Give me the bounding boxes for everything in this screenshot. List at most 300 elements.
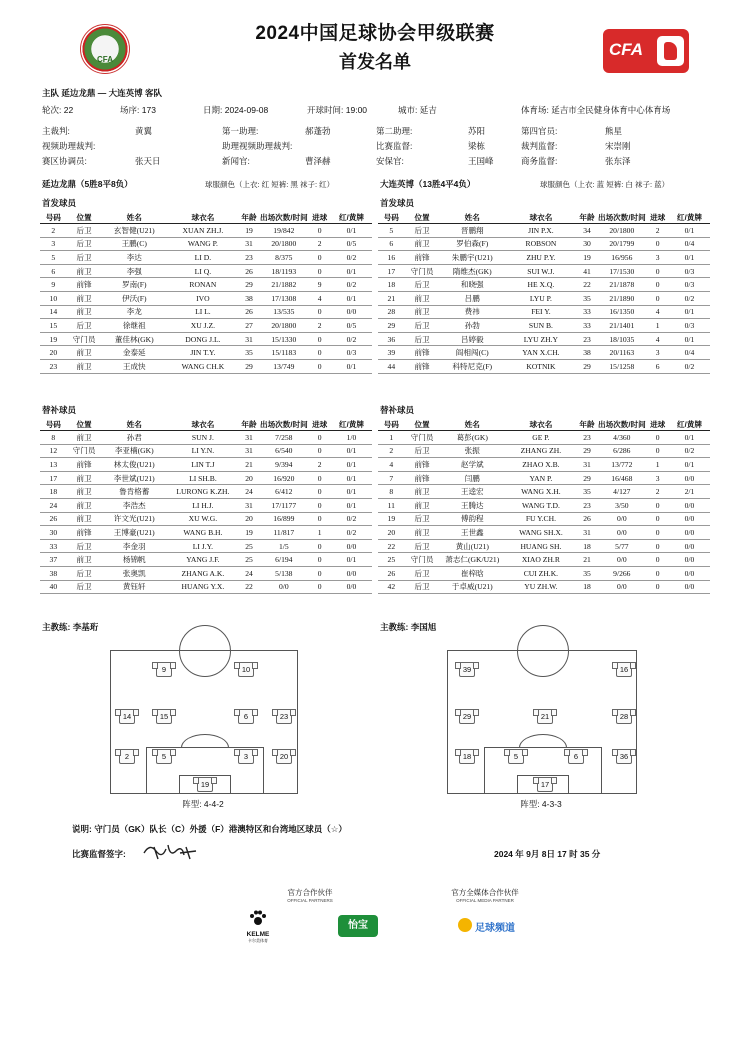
player-cell: 17 [40,471,67,485]
player-cell: 22 [577,278,597,292]
player-row [378,485,710,499]
player-row [378,224,710,238]
player-cell: 0 [646,526,669,540]
player-cell: 0/3 [331,346,372,360]
player-cell: 前卫 [405,485,440,499]
player-cell: 黄钰轩 [101,580,167,594]
player-cell: 0 [646,498,669,512]
player-cell: 后卫 [405,224,440,238]
player-cell: 0/1 [669,251,710,265]
player-cell: 12 [40,444,67,458]
column-header: 进球 [308,418,331,431]
column-header: 位置 [405,418,440,431]
player-cell: LI D. [167,251,239,265]
player-cell: 6/412 [259,485,308,499]
player-cell: 0/1 [669,305,710,319]
player-cell: 6 [378,237,405,251]
player-cell: 0/2 [331,332,372,346]
player-cell: 23 [239,251,259,265]
column-header: 位置 [67,418,102,431]
player-cell: 38 [577,346,597,360]
player-cell: 7/258 [259,431,308,445]
player-cell: XIAO ZH.R [505,553,577,567]
player-row [378,237,710,251]
player-cell: 前锋 [405,458,440,472]
home-starters-label: 首发球员 [42,198,77,208]
player-cell: 14 [40,305,67,319]
table-header-row [40,211,372,224]
official-label: 第四官员: [521,126,558,136]
player-cell: 35 [239,346,259,360]
player-cell: 19 [577,251,597,265]
player-cell: 0/1 [331,458,372,472]
player-cell: 吕鹏 [439,291,505,305]
column-header: 出场次数/时间 [260,212,308,222]
player-cell: 0/2 [331,526,372,540]
player-cell: 前锋 [405,346,440,360]
player-cell: 许文光(U21) [101,512,167,526]
player-row [378,332,710,346]
player-cell: 后卫 [405,566,440,580]
player-cell: 0/0 [669,512,710,526]
player-cell: 4 [378,458,405,472]
player-row [40,471,372,485]
away-formation-label: 阵型: 4-3-3 [520,799,562,809]
player-cell: 李强 [101,264,167,278]
player-cell: 0 [308,359,331,373]
player-cell: 0 [308,485,331,499]
player-cell: 0/2 [669,444,710,458]
player-cell: 前锋 [67,526,102,540]
column-header: 出场次数/时间 [598,212,646,222]
player-cell: 隋维杰(GK) [439,264,505,278]
player-shirt: 23 [276,709,292,724]
player-cell: 31 [239,237,259,251]
player-cell: 0/0 [597,512,646,526]
page-title: 2024中国足球协会甲级联赛 [255,23,495,44]
player-cell: 20/1800 [259,237,308,251]
player-cell: 0/1 [331,485,372,499]
player-cell: 0 [308,512,331,526]
official-name: 曹泽赫 [305,156,331,166]
player-cell: 后卫 [67,251,102,265]
player-cell: 22 [378,539,405,553]
player-cell: 0/1 [331,471,372,485]
player-cell: 28 [378,305,405,319]
player-cell: 后卫 [405,580,440,594]
player-cell: 守门员 [67,444,102,458]
player-cell: 13/535 [259,305,308,319]
column-header: 姓名 [439,418,505,431]
player-cell: 玄智健(U21) [101,224,167,238]
player-cell: 18 [577,539,597,553]
player-cell: 16/899 [259,512,308,526]
player-cell: 3/50 [597,498,646,512]
column-header: 号码 [378,211,405,224]
player-cell: 李龙 [101,305,167,319]
player-cell: 0 [646,553,669,567]
official-name: 宋崇刚 [605,141,631,151]
player-cell: JIN P.X. [505,224,577,238]
official-label: 新闻官: [222,156,250,166]
table-header-row [40,418,372,431]
player-cell: 孙君 [101,431,167,445]
player-shirt: 15 [156,709,172,724]
player-cell: SUN B. [505,319,577,333]
player-shirt: 2 [119,749,135,764]
player-cell: 26 [239,264,259,278]
away-subs-label: 替补球员 [380,405,415,415]
player-cell: 守门员 [405,431,440,445]
player-cell: 0/0 [259,580,308,594]
player-row [378,526,710,540]
official-name: 苏阳 [468,126,486,136]
player-cell: LI Q. [167,264,239,278]
player-cell: 后卫 [67,319,102,333]
home-formation-pitch [110,650,298,794]
player-cell: 前卫 [405,305,440,319]
player-cell: 0 [308,553,331,567]
player-cell: 0 [308,498,331,512]
player-cell: 38 [40,566,67,580]
player-cell: HUANG Y.X. [167,580,239,594]
player-row [40,291,372,305]
player-cell: 0/1 [669,431,710,445]
player-cell: 15/1258 [597,359,646,373]
player-cell: 0 [308,251,331,265]
player-cell: 崔梓晗 [439,566,505,580]
player-cell: 31 [577,526,597,540]
player-cell: 0/1 [331,264,372,278]
player-shirt: 3 [238,749,254,764]
player-cell: FEI Y. [505,305,577,319]
player-row [40,264,372,278]
player-cell: XU W.G. [167,512,239,526]
player-cell: 费祎 [439,305,505,319]
player-cell: 0/0 [331,566,372,580]
player-row [40,237,372,251]
player-cell: 0/0 [669,498,710,512]
player-cell: 于卓威(U21) [439,580,505,594]
player-row [40,444,372,458]
player-cell: 0 [308,566,331,580]
player-cell: 2 [378,444,405,458]
player-cell: 8 [378,485,405,499]
page-subtitle: 首发名单 [339,52,411,72]
player-cell: 0/1 [669,458,710,472]
official-name: 张天日 [135,156,161,166]
player-cell: 22 [239,580,259,594]
player-cell: 5/138 [259,566,308,580]
column-header: 姓名 [101,418,167,431]
signature-label: 比赛监督签字: [72,849,126,859]
player-cell: 前锋 [67,278,102,292]
player-cell: 0 [308,580,331,594]
column-header: 位置 [405,211,440,224]
player-cell: 葛彭(GK) [439,431,505,445]
player-cell: 王鹏(C) [101,237,167,251]
player-cell: 孙勃 [439,319,505,333]
player-cell: 2/1 [669,485,710,499]
player-cell: LYU P. [505,291,577,305]
player-cell: SUN J. [167,431,239,445]
player-row [40,224,372,238]
column-header: 红/黄牌 [669,211,710,224]
player-cell: 2 [308,458,331,472]
player-cell: 0 [646,237,669,251]
kelme-logo: KELME 卡尔美体育 [243,910,273,944]
player-cell: YU ZH.W. [505,580,577,594]
player-cell: 19 [40,332,67,346]
player-row [40,539,372,553]
player-cell: 18/1035 [597,332,646,346]
player-cell: 0/0 [331,539,372,553]
player-cell: 4/127 [597,485,646,499]
official-label: 赛区协调员: [42,156,87,166]
field-number: 场序: 173 [120,105,156,115]
player-cell: 15/1183 [259,346,308,360]
media-partner-heading: 官方全媒体合作伙伴 [451,888,519,897]
player-cell: 35 [577,566,597,580]
player-cell: ROBSON [505,237,577,251]
player-shirt: 14 [119,709,135,724]
player-cell: 1 [308,526,331,540]
player-cell: 前卫 [67,485,102,499]
column-header: 号码 [40,418,67,431]
player-cell: 34 [577,224,597,238]
player-cell: LURONG K.ZH. [167,485,239,499]
player-cell: 30 [40,526,67,540]
player-cell: 赵学斌 [439,458,505,472]
player-cell: 27 [239,319,259,333]
player-row [378,431,710,445]
player-shirt: 18 [459,749,475,764]
player-cell: 42 [378,580,405,594]
football-channel-logo: 足球频道 [458,918,518,934]
player-cell: 0/4 [669,346,710,360]
player-cell: 4 [308,291,331,305]
player-cell: 阎相闯(C) [439,346,505,360]
column-header: 年龄 [239,418,259,431]
player-cell: 0/1 [669,224,710,238]
column-header: 球衣名 [505,418,577,431]
player-cell: 33 [577,305,597,319]
player-cell: 守门员 [405,553,440,567]
cfa-association-logo: CFA [80,24,130,74]
player-cell: 1 [378,431,405,445]
player-cell: 林太俊(U21) [101,458,167,472]
player-cell: 30 [577,237,597,251]
city: 城市: 延吉 [398,105,437,115]
player-cell: 0/1 [331,553,372,567]
column-header: 号码 [378,418,405,431]
player-cell: 0 [646,444,669,458]
player-cell: 19 [378,512,405,526]
column-header: 出场次数/时间 [260,419,308,429]
player-cell: 朱鹏宇(U21) [439,251,505,265]
player-cell: 0/0 [331,305,372,319]
player-cell: 后卫 [405,278,440,292]
player-cell: 李世斌(U21) [101,471,167,485]
player-cell: 21/1401 [597,319,646,333]
player-cell: 张振 [439,444,505,458]
player-cell: 张奥凯 [101,566,167,580]
player-cell: 25 [378,553,405,567]
player-cell: 3 [40,237,67,251]
player-cell: 后卫 [405,539,440,553]
player-cell: 0 [308,305,331,319]
player-row [378,471,710,485]
player-row [378,580,710,594]
player-cell: XU J.Z. [167,319,239,333]
player-cell: 19 [239,526,259,540]
player-cell: 0 [646,431,669,445]
player-cell: 23 [577,498,597,512]
player-row [40,512,372,526]
player-cell: 6/540 [259,444,308,458]
player-cell: 25 [239,539,259,553]
player-cell: WANG CH.K [167,359,239,373]
away-team-record: 大连英博（13胜4平4负） [380,179,476,189]
player-cell: 17 [378,264,405,278]
player-row [40,278,372,292]
player-cell: 1/5 [259,539,308,553]
player-cell: 26 [40,512,67,526]
player-cell: 24 [239,566,259,580]
player-cell: 后卫 [67,237,102,251]
player-cell: HUANG SH. [505,539,577,553]
player-cell: 0/1 [331,359,372,373]
player-cell: 王成快 [101,359,167,373]
player-cell: YAN X.CH. [505,346,577,360]
player-cell: ZHU P.Y. [505,251,577,265]
player-row [378,539,710,553]
player-row [378,305,710,319]
player-cell: 20/1799 [597,237,646,251]
player-cell: 0/3 [669,264,710,278]
player-cell: CUI ZH.K. [505,566,577,580]
player-cell: ZHAO X.B. [505,458,577,472]
player-cell: 金泰延 [101,346,167,360]
player-cell: JIN T.Y. [167,346,239,360]
player-cell: 0/1 [331,498,372,512]
official-partner-heading: 官方合作伙伴 [287,888,333,897]
player-cell: 4 [646,332,669,346]
player-cell: 26 [239,305,259,319]
player-cell: 16 [378,251,405,265]
player-cell: 前卫 [67,291,102,305]
player-cell: 鲁肯格蓄 [101,485,167,499]
player-cell: 24 [239,485,259,499]
player-cell: 31 [239,431,259,445]
player-cell: 5 [378,224,405,238]
official-label: 第二助理: [376,126,413,136]
player-cell: 0 [308,346,331,360]
yibao-logo: 怡宝 [338,915,378,937]
player-cell: 0 [308,264,331,278]
player-cell: 0/4 [669,237,710,251]
player-cell: 0/3 [669,319,710,333]
player-cell: 16/1350 [597,305,646,319]
player-cell: 21/1882 [259,278,308,292]
supervisor-signature [140,841,200,863]
player-cell: WANG SH.X. [505,526,577,540]
match-title: 主队 延边龙鼎 — 大连英博 客队 [42,88,162,98]
player-cell: LI SH.B. [167,471,239,485]
player-cell: 0/2 [331,251,372,265]
player-cell: 0/0 [597,580,646,594]
player-cell: 6/286 [597,444,646,458]
player-cell: 0/1 [669,332,710,346]
player-cell: 0 [308,471,331,485]
player-cell: 后卫 [67,566,102,580]
player-cell: 0 [646,580,669,594]
player-cell: LI L. [167,305,239,319]
player-cell: 17/1177 [259,498,308,512]
player-cell: 闫鹏 [439,471,505,485]
player-row [378,553,710,567]
player-cell: 前卫 [67,512,102,526]
player-cell: 守门员 [405,264,440,278]
player-cell: DONG J.L. [167,332,239,346]
player-shirt: 19 [197,777,213,792]
column-header: 姓名 [101,211,167,224]
player-cell: 15/1330 [259,332,308,346]
player-cell: 0/2 [331,278,372,292]
player-cell: 18 [577,580,597,594]
official-name: 郝蓬勃 [305,126,331,136]
official-label: 比赛监督: [376,141,413,151]
player-cell: ZHANG A.K. [167,566,239,580]
player-cell: 44 [378,359,405,373]
player-cell: 后卫 [67,224,102,238]
player-cell: 35 [577,291,597,305]
player-cell: 2 [40,224,67,238]
player-cell: 29 [239,278,259,292]
player-row [378,444,710,458]
player-cell: 20 [40,346,67,360]
home-kit-colors: 球服颜色（上衣: 红 短裤: 黑 袜子: 红） [205,180,335,189]
player-cell: 18 [378,278,405,292]
player-cell: 2 [646,224,669,238]
player-cell: 37 [40,553,67,567]
player-cell: 后卫 [405,319,440,333]
player-row [40,526,372,540]
player-cell: 前卫 [405,291,440,305]
column-header: 进球 [646,418,669,431]
home-team-record: 延边龙鼎（5胜8平8负） [42,179,133,189]
player-cell: 6/194 [259,553,308,567]
column-header: 红/黄牌 [331,418,372,431]
column-header: 位置 [67,211,102,224]
player-shirt: 29 [459,709,475,724]
player-cell: 0/2 [669,359,710,373]
player-row [40,485,372,499]
player-cell: 38 [239,291,259,305]
column-header: 进球 [308,211,331,224]
player-cell: 前锋 [67,458,102,472]
player-cell: 0/1 [331,444,372,458]
official-label: 安保官: [376,156,404,166]
player-cell: 前卫 [405,526,440,540]
player-cell: 前卫 [67,346,102,360]
player-row [40,319,372,333]
official-label: 视频助理裁判: [42,141,96,151]
player-cell: 0/0 [669,580,710,594]
home-subs-table [40,418,372,594]
player-cell: SUI W.J. [505,264,577,278]
player-cell: 20 [378,526,405,540]
